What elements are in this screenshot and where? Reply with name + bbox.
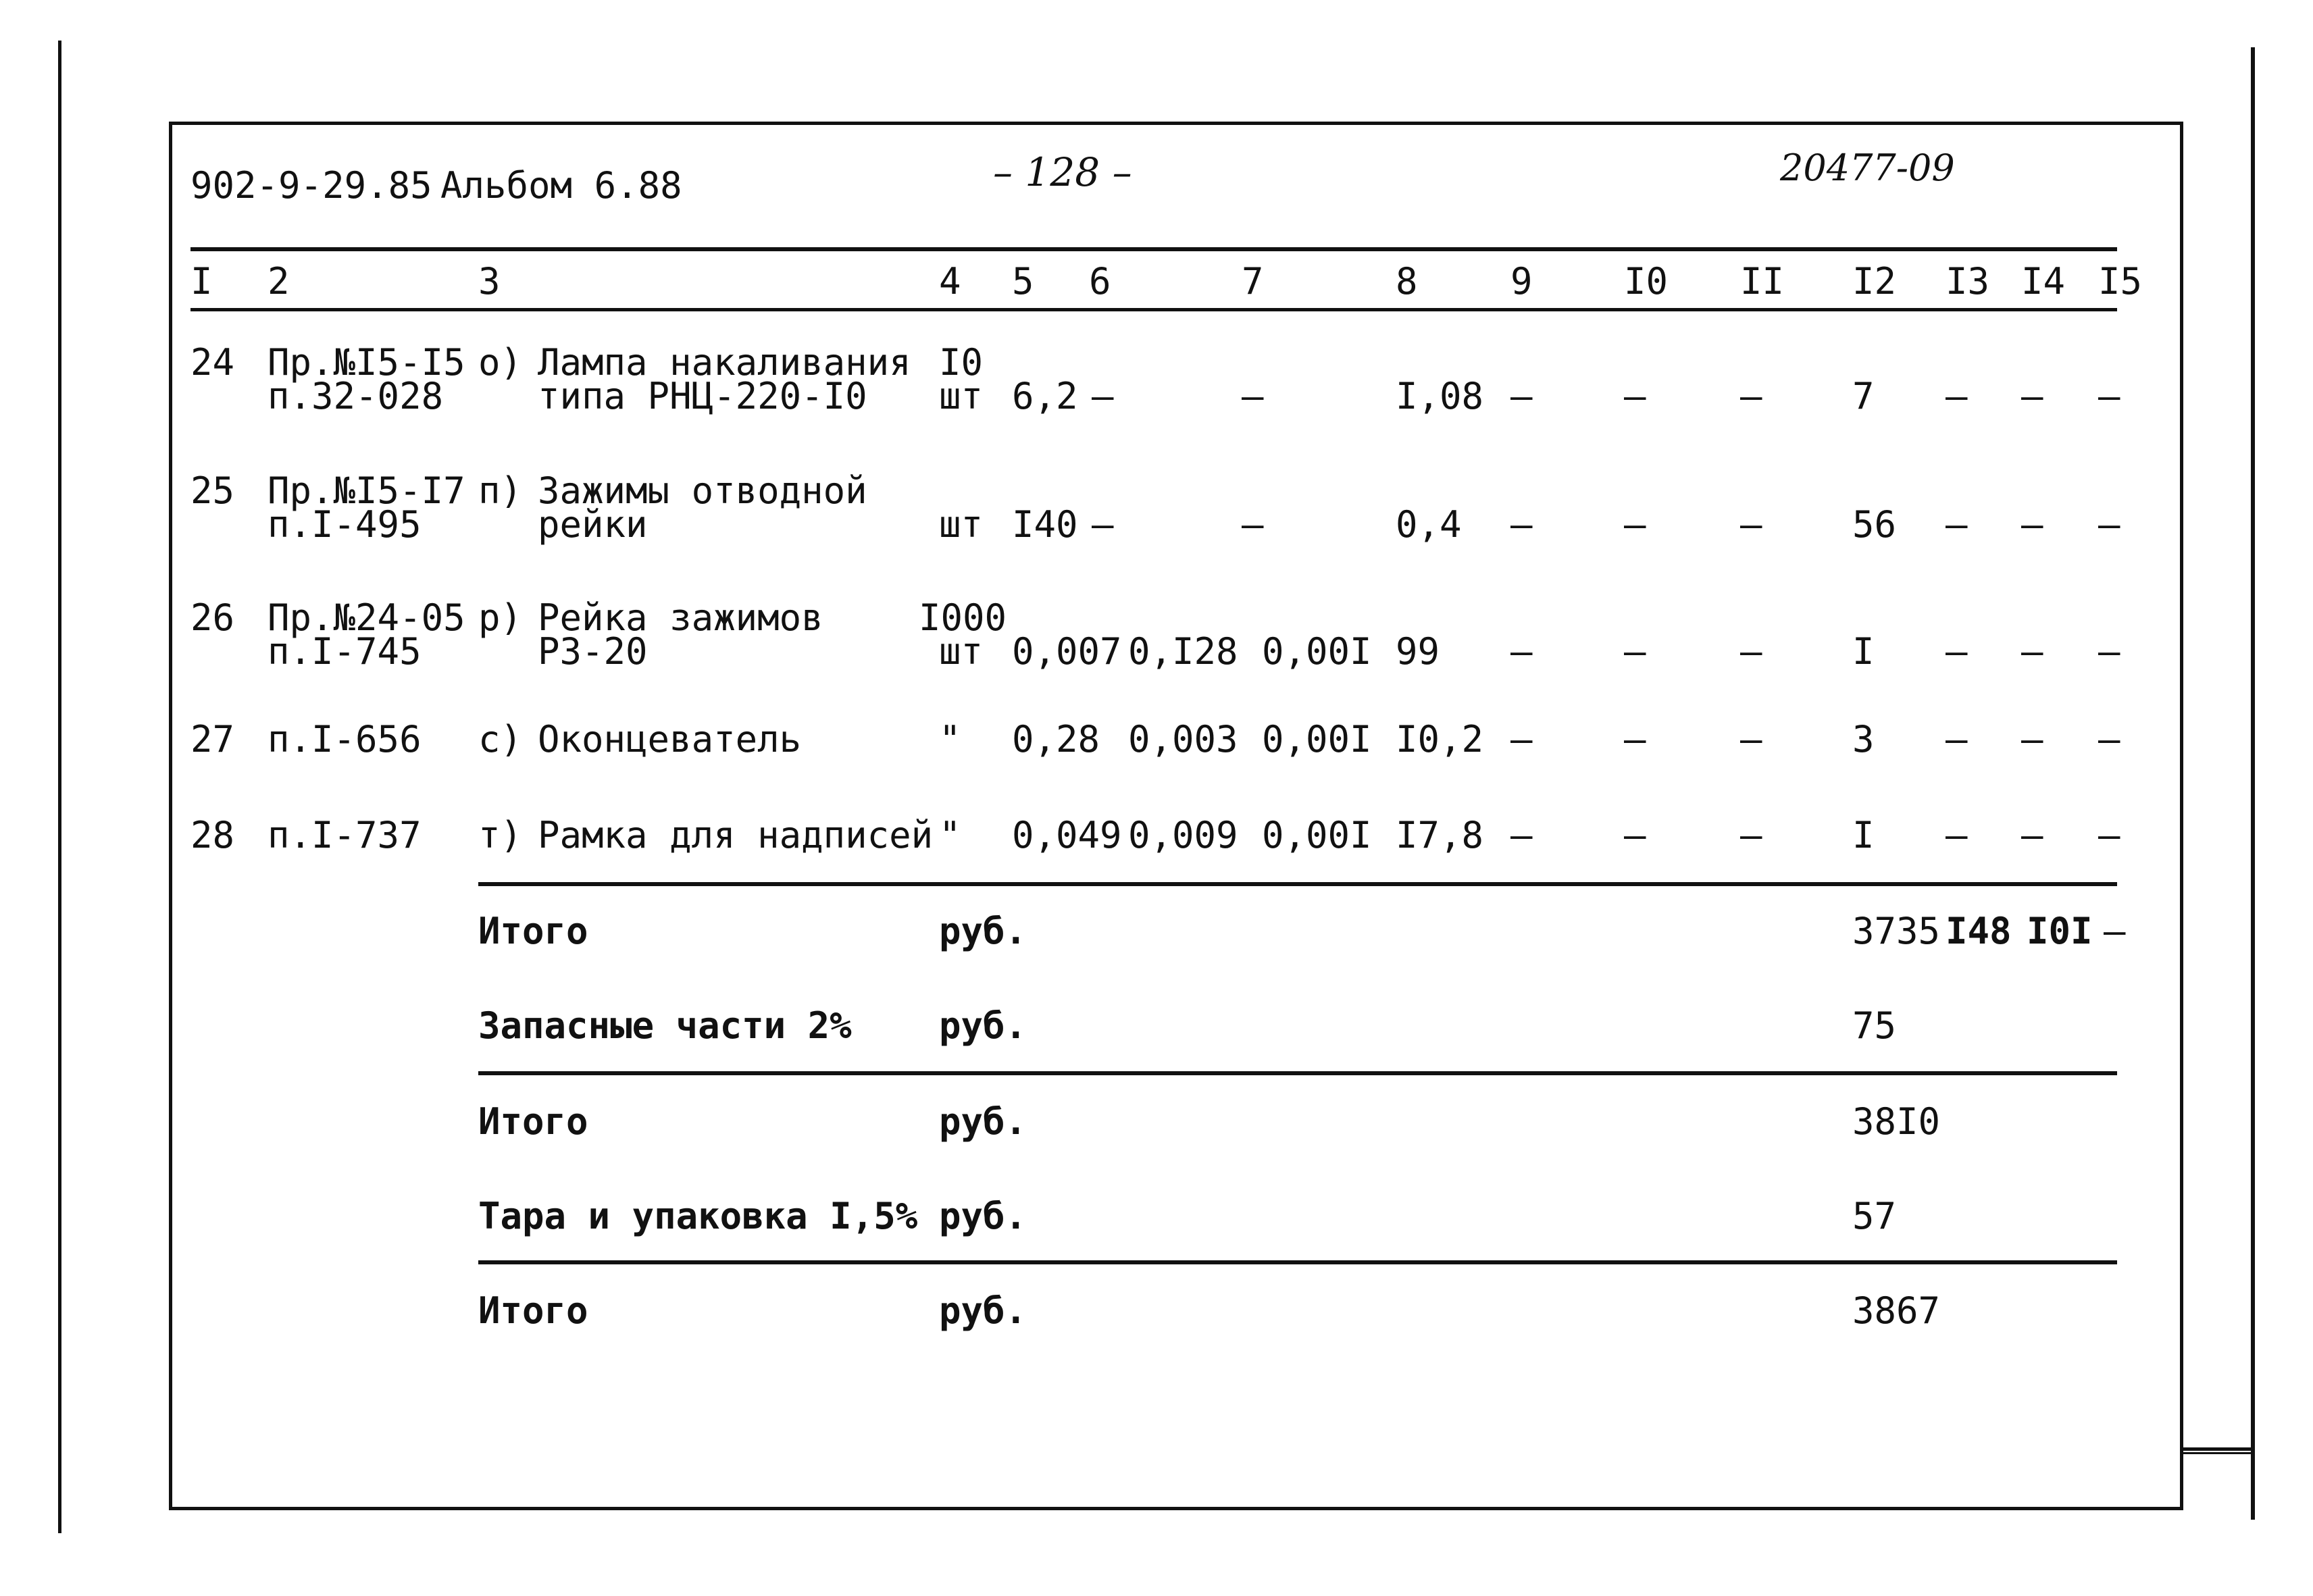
cell-col6: 0,009 bbox=[1128, 814, 1238, 856]
row-unit: шт bbox=[939, 375, 984, 417]
cell-col9: – bbox=[1510, 814, 1533, 856]
total-unit: руб. bbox=[939, 1100, 1027, 1143]
cell-col8: I0,2 bbox=[1396, 718, 1484, 761]
cell-col6: 0,I28 bbox=[1128, 630, 1238, 673]
cell-col13: – bbox=[1946, 503, 1968, 546]
album-label: Альбом 6.88 bbox=[440, 164, 682, 207]
cell-col12: 7 bbox=[1852, 375, 1875, 417]
row-reference-item: п.I-745 bbox=[268, 630, 422, 673]
cell-col5: I40 bbox=[1012, 503, 1078, 546]
totals-rule-3 bbox=[478, 1260, 2117, 1264]
cell-col9: – bbox=[1510, 375, 1533, 417]
row-unit: " bbox=[939, 718, 961, 761]
cell-col15: – bbox=[2098, 814, 2120, 856]
cell-col9: – bbox=[1510, 630, 1533, 673]
cell-col13: – bbox=[1946, 375, 1968, 417]
column-number: 4 bbox=[939, 260, 961, 303]
cell-col15: – bbox=[2098, 630, 2120, 673]
row-number: 26 bbox=[190, 596, 235, 639]
cell-col15: – bbox=[2098, 503, 2120, 546]
column-number: 3 bbox=[478, 260, 501, 303]
cell-col8: I7,8 bbox=[1396, 814, 1484, 856]
cell-col10: – bbox=[1624, 814, 1646, 856]
cell-col12: 56 bbox=[1852, 503, 1897, 546]
total-sum: 75 bbox=[1852, 1004, 1897, 1047]
right-margin-line bbox=[2251, 47, 2255, 1520]
total-unit: руб. bbox=[939, 1289, 1027, 1332]
cell-col7: – bbox=[1242, 503, 1264, 546]
cell-col5: 0,007 bbox=[1012, 630, 1122, 673]
column-number: I4 bbox=[2021, 260, 2066, 303]
cell-col12: 3 bbox=[1852, 718, 1875, 761]
cell-col5: 6,2 bbox=[1012, 375, 1078, 417]
column-number: I3 bbox=[1946, 260, 1990, 303]
total-label: Запасные части 2% bbox=[478, 1004, 852, 1047]
cell-col15: – bbox=[2098, 718, 2120, 761]
row-reference-item: п.I-495 bbox=[268, 503, 422, 546]
total-label: Итого bbox=[478, 910, 588, 952]
cell-col9: – bbox=[1510, 503, 1533, 546]
row-reference: Пр.№I5-I5 bbox=[268, 341, 465, 384]
row-name-line2: РЗ-20 bbox=[538, 630, 648, 673]
column-number: 2 bbox=[268, 260, 290, 303]
column-number: 9 bbox=[1510, 260, 1533, 303]
row-reference: п.I-737 bbox=[268, 814, 422, 856]
row-number: 27 bbox=[190, 718, 235, 761]
row-letter: р) bbox=[478, 596, 523, 639]
row-name: Рейка зажимов bbox=[538, 596, 823, 639]
row-name: Лампа накаливания bbox=[538, 341, 911, 384]
column-number: I0 bbox=[1624, 260, 1669, 303]
column-number: I2 bbox=[1852, 260, 1897, 303]
cell-col6: – bbox=[1092, 503, 1114, 546]
row-quantity: I000 bbox=[919, 596, 1007, 639]
cell-col8: I,08 bbox=[1396, 375, 1484, 417]
column-number: I5 bbox=[2098, 260, 2143, 303]
row-unit: шт bbox=[939, 503, 984, 546]
cell-col6: 0,003 bbox=[1128, 718, 1238, 761]
row-letter: о) bbox=[478, 341, 523, 384]
cell-col11: – bbox=[1740, 375, 1762, 417]
cell-col11: – bbox=[1740, 503, 1762, 546]
sheet-code: 20477-09 bbox=[1780, 147, 1955, 189]
header-rule-top bbox=[190, 247, 2117, 251]
row-name: Оконцеватель bbox=[538, 718, 802, 761]
totals-rule-2 bbox=[478, 1071, 2117, 1075]
total-unit: руб. bbox=[939, 1004, 1027, 1047]
cell-col7: 0,00I bbox=[1262, 718, 1372, 761]
column-number: 8 bbox=[1396, 260, 1418, 303]
page-number: – 128 – bbox=[993, 149, 1132, 195]
cell-col11: – bbox=[1740, 630, 1762, 673]
cell-col12: I bbox=[1852, 630, 1875, 673]
total-col13: I48 bbox=[1946, 910, 2012, 952]
cell-col12: I bbox=[1852, 814, 1875, 856]
header-rule-bottom bbox=[190, 308, 2117, 311]
row-letter: т) bbox=[478, 814, 523, 856]
cell-col14: – bbox=[2021, 375, 2043, 417]
row-reference: Пр.№I5-I7 bbox=[268, 469, 465, 512]
cell-col6: – bbox=[1092, 375, 1114, 417]
right-stub-line-top bbox=[2183, 1447, 2251, 1451]
row-unit: шт bbox=[939, 630, 984, 673]
total-col15: – bbox=[2104, 910, 2126, 952]
total-unit: руб. bbox=[939, 1195, 1027, 1237]
cell-col11: – bbox=[1740, 814, 1762, 856]
total-label: Итого bbox=[478, 1289, 588, 1332]
total-label: Тара и упаковка I,5% bbox=[478, 1195, 918, 1237]
row-name: Рамка для надписей bbox=[538, 814, 934, 856]
cell-col14: – bbox=[2021, 718, 2043, 761]
row-reference-item: п.32-028 bbox=[268, 375, 444, 417]
row-quantity: I0 bbox=[939, 341, 984, 384]
cell-col10: – bbox=[1624, 718, 1646, 761]
row-letter: п) bbox=[478, 469, 523, 512]
total-sum: 3867 bbox=[1852, 1289, 1941, 1332]
row-number: 28 bbox=[190, 814, 235, 856]
cell-col13: – bbox=[1946, 814, 1968, 856]
cell-col8: 99 bbox=[1396, 630, 1440, 673]
cell-col5: 0,28 bbox=[1012, 718, 1100, 761]
cell-col7: 0,00I bbox=[1262, 630, 1372, 673]
cell-col7: 0,00I bbox=[1262, 814, 1372, 856]
row-letter: с) bbox=[478, 718, 523, 761]
cell-col8: 0,4 bbox=[1396, 503, 1462, 546]
right-stub-line-bottom bbox=[2183, 1452, 2251, 1454]
total-sum: 57 bbox=[1852, 1195, 1897, 1237]
total-sum: 3735 bbox=[1852, 910, 1941, 952]
cell-col5: 0,049 bbox=[1012, 814, 1122, 856]
cell-col13: – bbox=[1946, 630, 1968, 673]
row-name: Зажимы отводной bbox=[538, 469, 867, 512]
total-unit: руб. bbox=[939, 910, 1027, 952]
total-sum: 38I0 bbox=[1852, 1100, 1941, 1143]
cell-col9: – bbox=[1510, 718, 1533, 761]
row-name-line2: рейки bbox=[538, 503, 648, 546]
row-number: 24 bbox=[190, 341, 235, 384]
cell-col7: – bbox=[1242, 375, 1264, 417]
cell-col10: – bbox=[1624, 630, 1646, 673]
column-number: 6 bbox=[1089, 260, 1111, 303]
cell-col14: – bbox=[2021, 503, 2043, 546]
column-number: II bbox=[1740, 260, 1785, 303]
doc-code: 902-9-29.85 bbox=[190, 164, 432, 207]
column-number: 5 bbox=[1012, 260, 1034, 303]
cell-col15: – bbox=[2098, 375, 2120, 417]
row-name-line2: типа РНЦ-220-I0 bbox=[538, 375, 867, 417]
cell-col14: – bbox=[2021, 630, 2043, 673]
row-unit: " bbox=[939, 814, 961, 856]
cell-col10: – bbox=[1624, 375, 1646, 417]
total-label: Итого bbox=[478, 1100, 588, 1143]
cell-col10: – bbox=[1624, 503, 1646, 546]
cell-col14: – bbox=[2021, 814, 2043, 856]
left-margin-line bbox=[58, 41, 61, 1533]
row-reference: п.I-656 bbox=[268, 718, 422, 761]
row-reference: Пр.№24-05 bbox=[268, 596, 465, 639]
total-col14: I0I bbox=[2027, 910, 2093, 952]
column-number: 7 bbox=[1242, 260, 1264, 303]
row-number: 25 bbox=[190, 469, 235, 512]
totals-rule-1 bbox=[478, 882, 2117, 886]
cell-col13: – bbox=[1946, 718, 1968, 761]
column-number: I bbox=[190, 260, 213, 303]
cell-col11: – bbox=[1740, 718, 1762, 761]
